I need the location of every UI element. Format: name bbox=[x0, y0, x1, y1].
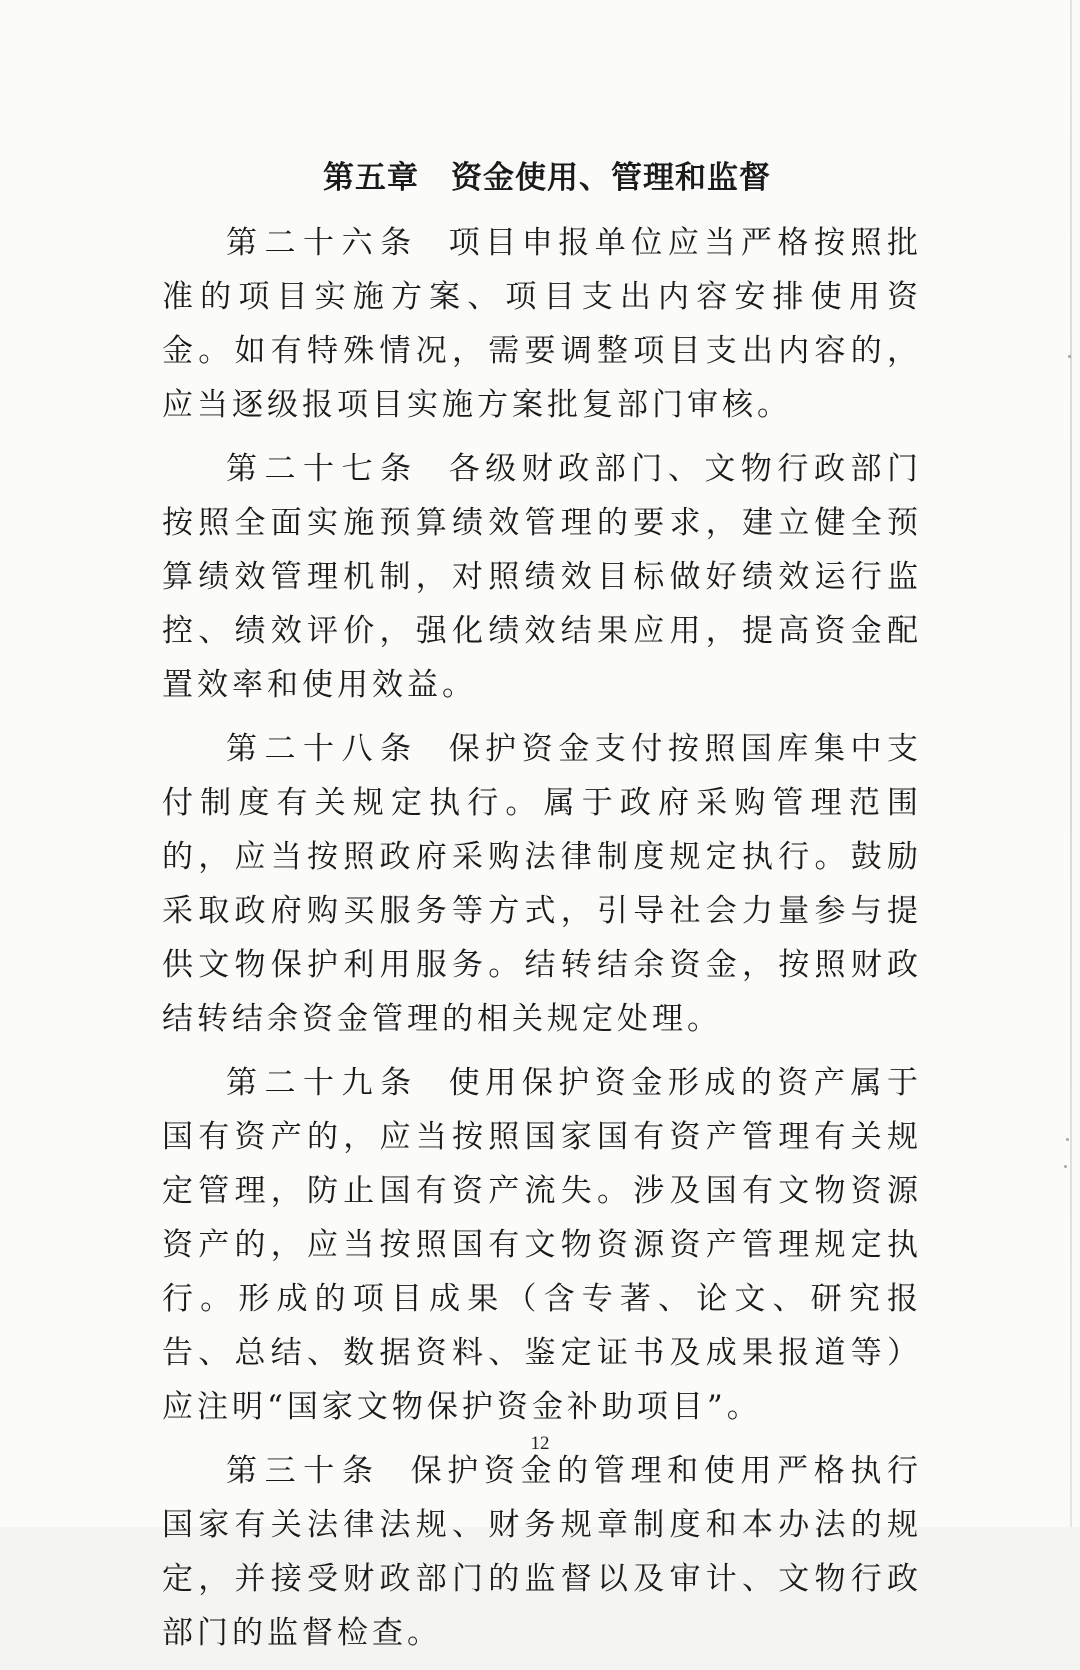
article-27 bbox=[162, 442, 922, 712]
page-number: 12 bbox=[530, 1433, 550, 1454]
article-heading: 第二十六条 bbox=[226, 225, 419, 261]
article-text: 保护资金支付按照国库集中支付制度有关规定执行。属于政府采购管理范围的，应当按照政府采购法律制度规定执行。鼓励采取政府购买服务等方式，引导社会力量参与提供文物保护利用服务。结转结余资金，按照财政结转结余资金管理的相关规定处理。 bbox=[162, 731, 923, 1037]
scan-speck bbox=[1064, 1165, 1067, 1168]
article-text: 保护资金的管理和使用严格执行国家有关法律法规、财务规章制度和本办法的规定，并接受财政部门的监督以及审计、文物行政部门的监督检查。 bbox=[162, 1453, 923, 1651]
scan-speck bbox=[1068, 355, 1071, 358]
chapter-title: 第五章 资金使用、管理和监督 bbox=[323, 160, 771, 196]
article-text: 项目申报单位应当严格按照批准的项目实施方案、项目支出内容安排使用资金。如有特殊情况，需要调整项目支出内容的，应当逐级报项目实施方案批复部门审核。 bbox=[162, 225, 923, 423]
article-26 bbox=[162, 216, 922, 432]
article-text: 使用保护资金形成的资产属于国有资产的，应当按照国家国有资产管理有关规定管理，防止国有资产流失。涉及国有文物资源资产的，应当按照国有文物资源资产管理规定执行。形成的项目成果（含专著、论文、研究报告、总结、数据资料、鉴定证书及成果报道等）应注明“国家文物保护资金补助项目”。 bbox=[162, 1065, 923, 1425]
article-heading: 第三十条 bbox=[226, 1453, 381, 1489]
article-text: 各级财政部门、文物行政部门按照全面实施预算绩效管理的要求，建立健全预算绩效管理机制，对照绩效目标做好绩效运行监控、绩效评价，强化绩效结果应用，提高资金配置效率和使用效益。 bbox=[162, 451, 923, 703]
article-28 bbox=[162, 722, 922, 1046]
article-29 bbox=[162, 1056, 922, 1434]
article-heading: 第二十七条 bbox=[226, 451, 419, 487]
article-30 bbox=[162, 1444, 922, 1660]
scan-speck bbox=[1066, 1138, 1069, 1141]
article-heading: 第二十九条 bbox=[226, 1065, 419, 1101]
article-heading: 第二十八条 bbox=[226, 731, 419, 767]
scan-edge-line bbox=[1070, 0, 1072, 1527]
